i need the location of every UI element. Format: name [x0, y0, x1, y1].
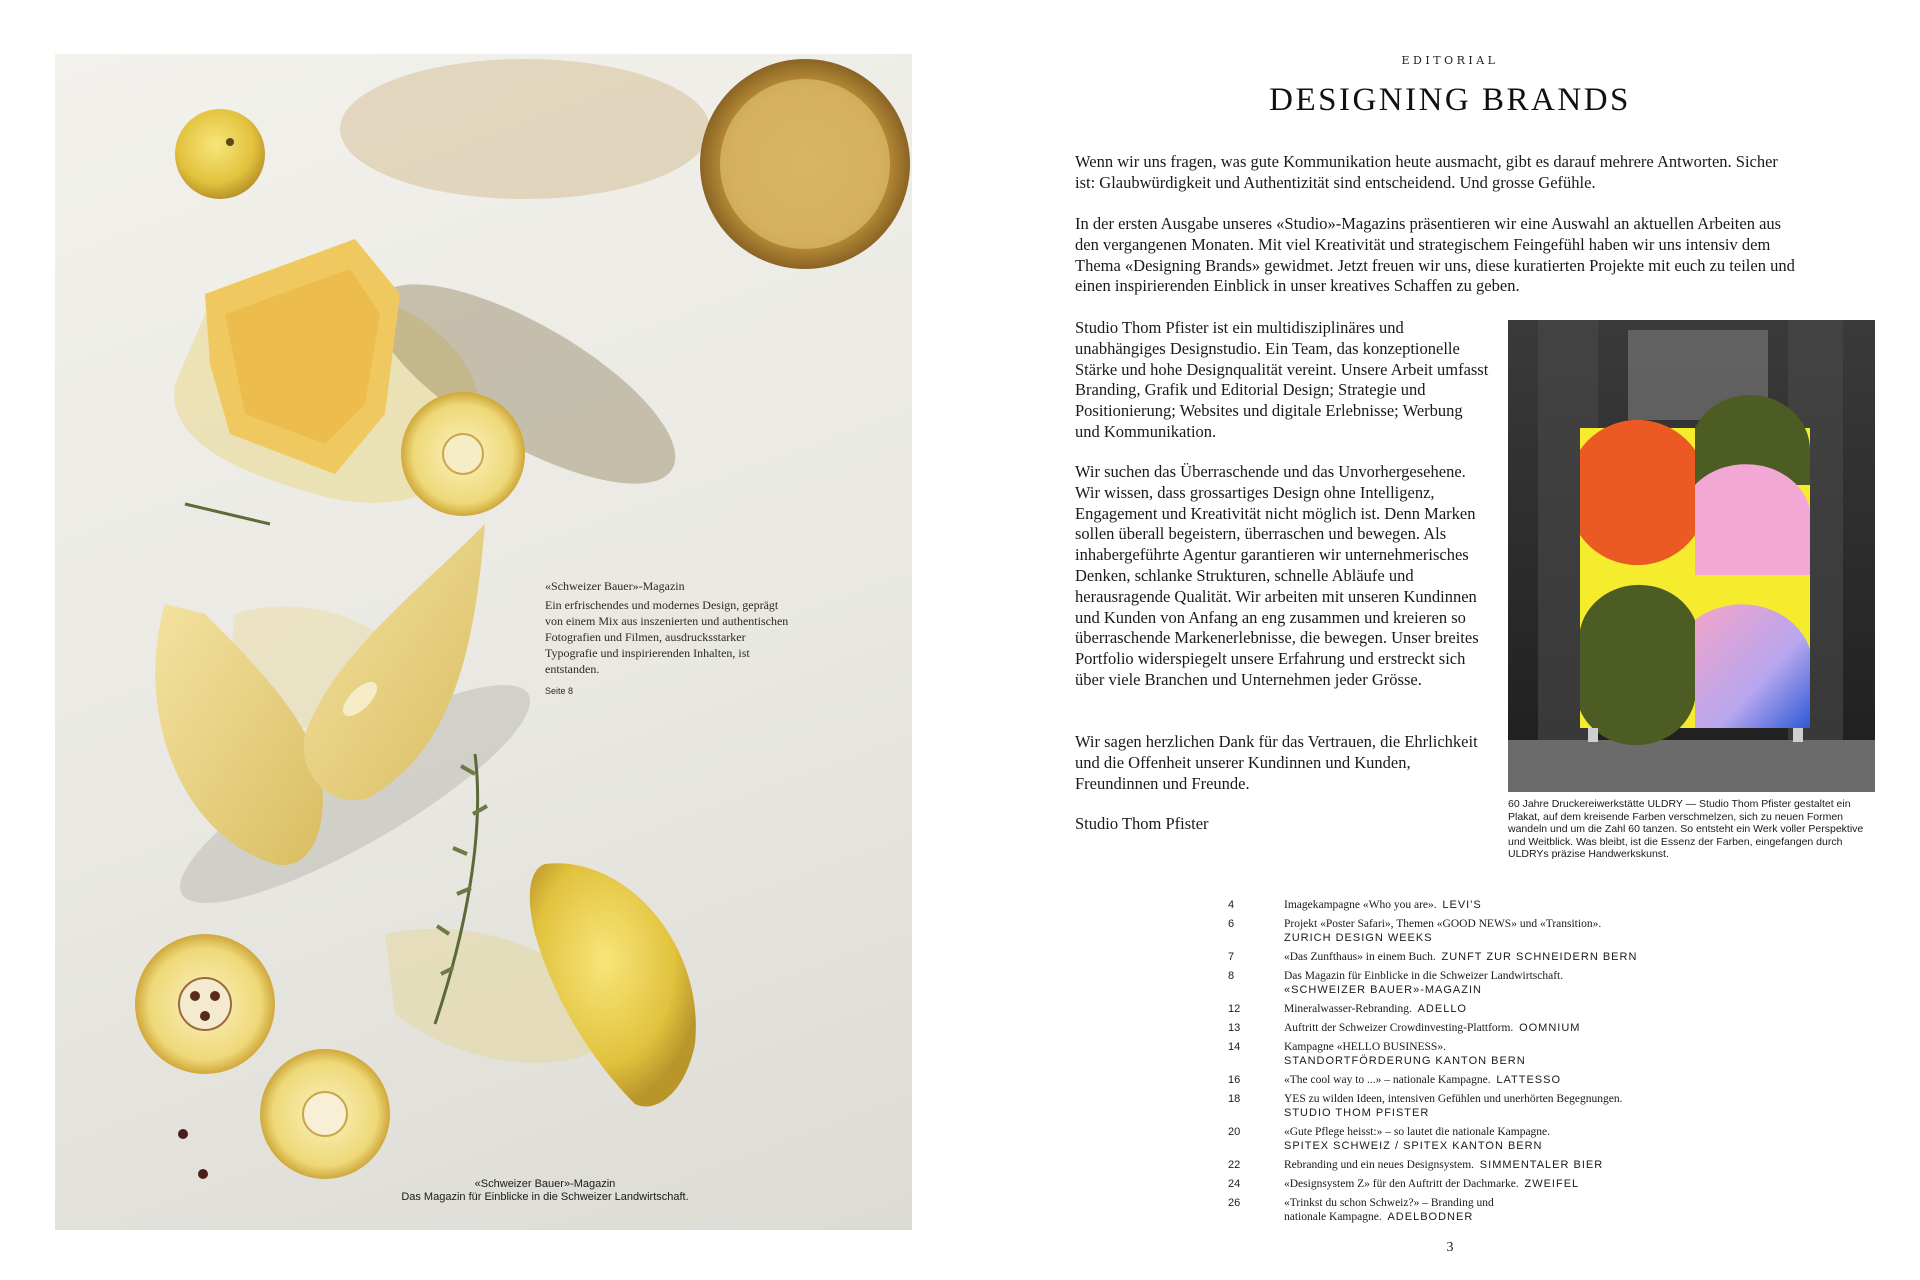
small-quince [175, 109, 265, 199]
thyme-sprig [185, 504, 270, 524]
page-title: DESIGNING BRANDS [1269, 82, 1631, 118]
toc-page-number: 20 [1228, 1126, 1241, 1138]
toc-client: SIMMENTALER BIER [1479, 1159, 1604, 1171]
editorial-paragraph: Wir suchen das Überraschende und das Unvorhergesehene. Wir wissen, dass grossartiges Design ohne Intelligenz, Engagement und Kreativität nicht möglich ist. Denn Marken sollen überall begeistern, überraschen und bewegen. Als inhabergeführte Agentur garantieren wir unternehmerisches Denken, schlanke Strukturen, schnelle Abläufe und herausragende Qualität. Wir arbeiten mit unseren Kundinnen und Kunden von Anfang an eng zusammen und kreieren so überraschende Markenerlebnisse, die bewegen. Unser breites Portfolio widerspiegelt unsere Erfahrung und erstreckt sich über viele Branchen und Unternehmen jeder Grösse. [1075, 462, 1479, 689]
toc-page-number: 16 [1228, 1074, 1241, 1086]
toc-client: LEVI'S [1442, 899, 1482, 911]
toc-page-number: 22 [1228, 1159, 1241, 1171]
editorial-signature: Studio Thom Pfister [1075, 814, 1209, 833]
toc-description: «The cool way to ...» – nationale Kampagne. [1284, 1074, 1491, 1086]
toc-entry[interactable] [1228, 1196, 1788, 1224]
toc-description: «Trinkst du schon Schweiz?» – Branding und nationale Kampagne. [1284, 1197, 1494, 1223]
food-photograph [55, 54, 912, 1230]
toc-page-number: 24 [1228, 1178, 1241, 1190]
toc-client: ZWEIFEL [1524, 1178, 1580, 1190]
toc-entry[interactable] [1228, 1092, 1788, 1120]
toc-entry[interactable] [1228, 1177, 1788, 1191]
toc-description: «Designsystem Z» für den Auftritt der Dachmarke. [1284, 1178, 1519, 1190]
section-kicker: EDITORIAL [1401, 54, 1499, 67]
toc-entry[interactable] [1228, 1125, 1788, 1153]
toc-entry[interactable] [1228, 917, 1788, 945]
photo-bottom-caption [295, 1178, 795, 1204]
photo-caption-title: «Schweizer Bauer»-Magazin [545, 579, 685, 593]
toc-client: STANDORTFÖRDERUNG KANTON BERN [1284, 1055, 1526, 1067]
toc-description: YES zu wilden Ideen, intensiven Gefühlen und unerhörten Begegnungen. [1284, 1093, 1623, 1105]
editorial-paragraph: Studio Thom Pfister ist ein multidisziplinäres und unabhängiges Designstudio. Ein Team, das konzeptionelle Stärke und hohe Designqualität vereint. Unsere Arbeit umfasst Branding, Grafik und Editorial Design; Strategie und Positionierung; Websites und digitale Erlebnisse; Werbung und Kommunikation. [1075, 318, 1489, 441]
toc-entry[interactable] [1228, 898, 1788, 912]
toc-description: «Das Zunfthaus» in einem Buch. [1284, 951, 1436, 963]
toc-page-number: 12 [1228, 1003, 1241, 1015]
toc-entry[interactable] [1228, 950, 1788, 964]
table-of-contents [1228, 898, 1788, 1229]
editorial-paragraph: Wir sagen herzlichen Dank für das Vertrauen, die Ehrlichkeit und die Offenheit unserer Kundinnen und Kunden, Freundinnen und Freunde. [1075, 732, 1478, 793]
page-number: 3 [1446, 1240, 1454, 1255]
toc-description: Projekt «Poster Safari», Themen «GOOD NEWS» und «Transition». [1284, 918, 1602, 930]
toc-page-number: 18 [1228, 1093, 1241, 1105]
toc-client: ZUNFT ZUR SCHNEIDERN BERN [1441, 951, 1638, 963]
toc-entry[interactable] [1228, 1073, 1788, 1087]
toc-client: ADELLO [1417, 1003, 1467, 1015]
toc-entry[interactable] [1228, 969, 1788, 997]
toc-entry[interactable] [1228, 1021, 1788, 1035]
photo-bottom-caption-line1: «Schweizer Bauer»-Magazin [474, 1178, 616, 1190]
toc-page-number: 4 [1228, 899, 1235, 911]
toc-description: Kampagne «HELLO BUSINESS». [1284, 1041, 1446, 1053]
toc-description: Rebranding und ein neues Designsystem. [1284, 1159, 1475, 1171]
toc-page-number: 8 [1228, 970, 1235, 982]
toc-description: Das Magazin für Einblicke in die Schweizer Landwirtschaft. [1284, 970, 1564, 982]
toc-page-number: 26 [1228, 1197, 1241, 1209]
toc-description: Mineralwasser-Rebranding. [1284, 1003, 1412, 1015]
toc-description: Imagekampagne «Who you are». [1284, 899, 1437, 911]
photo-caption-body: Ein erfrischendes und modernes Design, geprägt von einem Mix aus inszenierten und authentischen Fotografien und Filmen, ausdrucksstarker Typografie und inspirierenden Inhalten, ist entstanden. [545, 598, 789, 676]
poster-photograph [1508, 320, 1875, 792]
toc-entry[interactable] [1228, 1040, 1788, 1068]
toc-client: OOMNIUM [1519, 1022, 1581, 1034]
poster-illustration [1508, 320, 1875, 792]
photo-caption-page-ref: Seite 8 [545, 686, 574, 696]
editorial-paragraph: Wenn wir uns fragen, was gute Kommunikation heute ausmacht, gibt es darauf mehrere Antworten. Sicher ist: Glaubwürdigkeit und Authentizität sind entscheidend. Und grosse Gefühle. [1075, 152, 1778, 192]
toc-page-number: 13 [1228, 1022, 1241, 1034]
toc-client: ZURICH DESIGN WEEKS [1284, 932, 1433, 944]
toc-description: Auftritt der Schweizer Crowdinvesting-Plattform. [1284, 1022, 1514, 1034]
toc-description: «Gute Pflege heisst:» – so lautet die nationale Kampagne. [1284, 1126, 1551, 1138]
toc-client: STUDIO THOM PFISTER [1284, 1107, 1430, 1119]
toc-entry[interactable] [1228, 1002, 1788, 1016]
photo-caption [545, 578, 790, 699]
toc-entry[interactable] [1228, 1158, 1788, 1172]
toc-client: LATTESSO [1496, 1074, 1562, 1086]
toc-client: «SCHWEIZER BAUER»-MAGAZIN [1284, 984, 1482, 996]
toc-client: SPITEX SCHWEIZ / SPITEX KANTON BERN [1284, 1140, 1543, 1152]
poster-caption: 60 Jahre Druckereiwerkstätte ULDRY — Studio Thom Pfister gestaltet ein Plakat, auf dem kreisende Farben verschmelzen, sich zu neuen Formen wandeln und um die Zahl 60 tanzen. So entsteht ein Werk voller Perspektive und Weitblick. Was bleibt, ist die Essenz der Farben, eingefangen durch ULDRYs präzise Handwerkskunst. [1508, 798, 1864, 860]
photo-bottom-caption-line2: Das Magazin für Einblicke in die Schweizer Landwirtschaft. [401, 1191, 689, 1203]
toc-page-number: 7 [1228, 951, 1235, 963]
toc-client: ADELBODNER [1387, 1211, 1474, 1223]
editorial-paragraph: In der ersten Ausgabe unseres «Studio»-Magazins präsentieren wir eine Auswahl an aktuellen Arbeiten aus den vergangenen Monaten. Mit viel Kreativität und strategischem Feingefühl haben wir uns intensiv dem Thema «Designing Brands» gewidmet. Jetzt freuen wir uns, diese kuratierten Projekte mit euch zu teilen und einen inspirierenden Einblick in unser kreatives Schaffen zu geben. [1075, 214, 1795, 296]
whole-quince [530, 863, 696, 1106]
toc-page-number: 6 [1228, 918, 1235, 930]
toc-page-number: 14 [1228, 1041, 1241, 1053]
